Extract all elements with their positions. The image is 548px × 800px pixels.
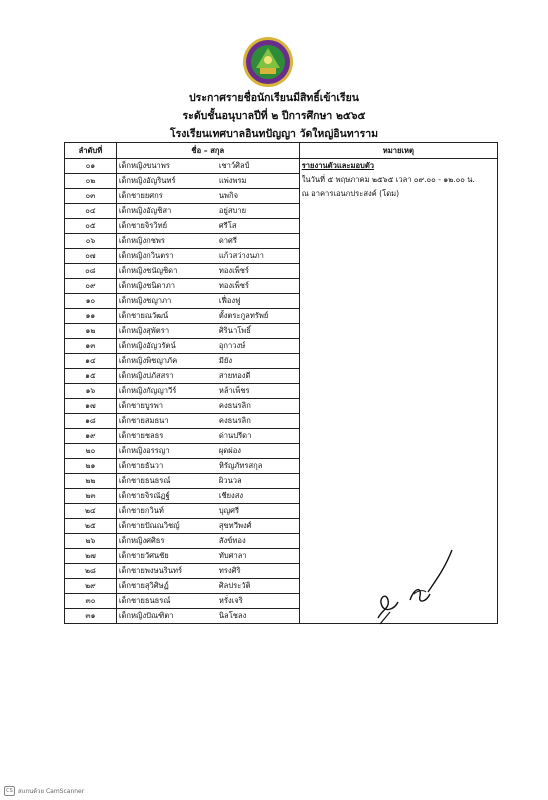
student-last-name: ผิวนวล xyxy=(218,476,242,485)
student-name-cell xyxy=(116,429,299,444)
student-first-name: เด็กชายพงษนรินทร์ xyxy=(118,566,183,575)
student-name-cell xyxy=(116,174,299,189)
student-name-cell xyxy=(116,489,299,504)
student-last-name: คงธนรลิก xyxy=(218,401,251,410)
student-last-name: นิลโชลง xyxy=(218,611,247,620)
student-name-cell xyxy=(116,414,299,429)
student-last-name: ผุดผ่อง xyxy=(218,446,241,455)
student-name-cell xyxy=(116,219,299,234)
student-first-name: เด็กชายธนธรณ์ xyxy=(118,596,171,605)
student-first-name: เด็กหญิงกชพร xyxy=(118,236,166,245)
student-last-name: เฟื่องฟู xyxy=(218,296,241,305)
student-name-cell xyxy=(116,504,299,519)
student-first-name: เด็กหญิงพิชญาภัค xyxy=(118,356,178,365)
student-first-name: เด็กหญิงศศิธร xyxy=(118,536,165,545)
student-last-name: อุกาวงษ์ xyxy=(218,341,246,350)
student-first-name: เด็กชายบูรพา xyxy=(118,401,164,410)
student-last-name: เชียงสง xyxy=(218,491,244,500)
student-first-name: เด็กชายณวัฒน์ xyxy=(118,311,169,320)
student-first-name: เด็กหญิงสุพัตรา xyxy=(118,326,170,335)
row-number: ๒๙ xyxy=(65,579,117,594)
student-name-cell xyxy=(116,369,299,384)
student-name-cell xyxy=(116,384,299,399)
student-last-name: เชาว์ศิลป์ xyxy=(218,161,250,170)
student-name-cell xyxy=(116,279,299,294)
row-number: ๒๐ xyxy=(65,444,117,459)
student-name-cell xyxy=(116,189,299,204)
student-name-cell xyxy=(116,399,299,414)
student-first-name: เด็กหญิงอรรญา xyxy=(118,446,170,455)
student-last-name: ตั้งตระกูลทรัพย์ xyxy=(218,311,269,320)
student-last-name: ทองเพ็ชร์ xyxy=(218,266,249,275)
student-first-name: เด็กหญิงชนัญชิดา xyxy=(118,266,178,275)
school-emblem-icon xyxy=(242,36,294,88)
column-header-remark: หมายเหตุ xyxy=(299,143,497,159)
row-number: ๑๘ xyxy=(65,414,117,429)
row-number: ๐๑ xyxy=(65,159,117,174)
row-number: ๐๗ xyxy=(65,249,117,264)
student-first-name: เด็กชายธนธรณ์ xyxy=(118,476,171,485)
student-last-name: ศรีโส xyxy=(218,221,237,230)
student-last-name: ทับศาลา xyxy=(218,551,247,560)
student-name-cell xyxy=(116,564,299,579)
student-last-name: นพกิจ xyxy=(218,191,239,200)
student-last-name: มียัง xyxy=(218,356,233,365)
student-last-name: หล้าเพ็ชร xyxy=(218,386,250,395)
scanner-watermark xyxy=(4,786,84,796)
student-last-name: สายทองดี xyxy=(218,371,251,380)
student-first-name: เด็กหญิงอัญชิสา xyxy=(118,206,172,215)
row-number: ๐๙ xyxy=(65,279,117,294)
table-header-row xyxy=(65,143,498,159)
student-last-name: สังข์ทอง xyxy=(218,536,246,545)
row-number: ๒๖ xyxy=(65,534,117,549)
row-number: ๒๔ xyxy=(65,504,117,519)
student-name-cell xyxy=(116,474,299,489)
student-name-cell xyxy=(116,354,299,369)
student-name-cell xyxy=(116,609,299,624)
student-last-name: อยู่สบาย xyxy=(218,206,247,215)
camscanner-icon: CS xyxy=(4,786,15,796)
student-name-cell xyxy=(116,159,299,174)
student-last-name: ศิรินาโพธิ์ xyxy=(218,326,251,335)
student-first-name: เด็กหญิงชนิดาภา xyxy=(118,281,175,290)
student-first-name: เด็กหญิงกวินตรา xyxy=(118,251,174,260)
student-last-name: ทองเพ็ชร์ xyxy=(218,281,249,290)
remark-location: ณ อาคารเอนกประสงค์ (โดม) xyxy=(301,189,400,198)
student-last-name: ดาศรี xyxy=(218,236,237,245)
student-first-name: เด็กชายสมธนา xyxy=(118,416,169,425)
student-name-cell xyxy=(116,579,299,594)
student-first-name: เด็กหญิงขนาพร xyxy=(118,161,170,170)
student-first-name: เด็กชายจิรวิทย์ xyxy=(118,221,168,230)
table-row xyxy=(65,159,498,174)
student-name-cell xyxy=(116,324,299,339)
row-number: ๐๒ xyxy=(65,174,117,189)
student-last-name: หิรัญภัทรสกุล xyxy=(218,461,263,470)
student-first-name: เด็กหญิงอัญวรัตน์ xyxy=(118,341,176,350)
student-first-name: เด็กชายกวินท์ xyxy=(118,506,164,515)
student-first-name: เด็กชายจิรณัฏฐ์ xyxy=(118,491,170,500)
student-last-name: สุขทวีพงศ์ xyxy=(218,521,252,530)
row-number: ๑๗ xyxy=(65,399,117,414)
row-number: ๐๘ xyxy=(65,264,117,279)
row-number: ๓๐ xyxy=(65,594,117,609)
student-first-name: เด็กชายยศกร xyxy=(118,191,163,200)
student-first-name: เด็กหญิงชญาภา xyxy=(118,296,172,305)
row-number: ๒๑ xyxy=(65,459,117,474)
row-number: ๒๗ xyxy=(65,549,117,564)
student-name-cell xyxy=(116,519,299,534)
student-first-name: เด็กชายสุวิศิษฏ์ xyxy=(118,581,169,590)
handwritten-signature xyxy=(370,540,470,630)
row-number: ๒๒ xyxy=(65,474,117,489)
student-last-name: แพ่งพรม xyxy=(218,176,247,185)
student-name-cell xyxy=(116,264,299,279)
row-number: ๐๖ xyxy=(65,234,117,249)
student-last-name: ทรงศิริ xyxy=(218,566,241,575)
row-number: ๐๓ xyxy=(65,189,117,204)
remark-title: รายงานตัวและมอบตัว xyxy=(301,161,375,170)
student-last-name: หรั่งเจริ xyxy=(218,596,243,605)
student-name-cell xyxy=(116,549,299,564)
student-name-cell xyxy=(116,339,299,354)
student-name-cell xyxy=(116,309,299,324)
row-number: ๑๐ xyxy=(65,294,117,309)
student-name-cell xyxy=(116,594,299,609)
row-number: ๒๕ xyxy=(65,519,117,534)
student-first-name: เด็กหญิงกัญญาวีร์ xyxy=(118,386,177,395)
row-number: ๑๖ xyxy=(65,384,117,399)
student-first-name: เด็กชายวัศนชัย xyxy=(118,551,169,560)
row-number: ๑๒ xyxy=(65,324,117,339)
row-number: ๒๘ xyxy=(65,564,117,579)
student-name-cell xyxy=(116,459,299,474)
student-name-cell xyxy=(116,204,299,219)
student-name-cell xyxy=(116,534,299,549)
student-first-name: เด็กหญิงปภัสสรา xyxy=(118,371,174,380)
student-last-name: บุญศรี xyxy=(218,506,240,515)
student-name-cell xyxy=(116,444,299,459)
student-name-cell xyxy=(116,249,299,264)
student-first-name: เด็กหญิงอัญรินทร์ xyxy=(118,176,176,185)
row-number: ๐๔ xyxy=(65,204,117,219)
student-name-cell xyxy=(116,234,299,249)
column-header-name: ชื่อ – สกุล xyxy=(116,143,299,159)
row-number: ๑๑ xyxy=(65,309,117,324)
class-level-title: ระดับชั้นอนุบาลปีที่ ๒ ปีการศึกษา ๒๕๖๕ xyxy=(182,110,366,122)
student-first-name: เด็กชายชลธร xyxy=(118,431,164,440)
student-last-name: แก้วสว่างนภา xyxy=(218,251,264,260)
student-last-name: ศิลประวัติ xyxy=(218,581,251,590)
scanner-text: สแกนด้วย CamScanner xyxy=(18,788,85,795)
student-last-name: ด่านปรีดา xyxy=(218,431,252,440)
student-name-cell xyxy=(116,294,299,309)
remark-date-time: ในวันที่ ๕ พฤษภาคม ๒๕๖๕ เวลา ๐๙.๐๐ - ๑๒.๐๐ น. xyxy=(301,175,475,184)
student-first-name: เด็กชายธันวา xyxy=(118,461,164,470)
student-first-name: เด็กชายปัณณวิชญ์ xyxy=(118,521,180,530)
row-number: ๑๕ xyxy=(65,369,117,384)
row-number: ๑๔ xyxy=(65,354,117,369)
announcement-title: ประกาศรายชื่อนักเรียนมีสิทธิ์เข้าเรียน xyxy=(189,92,359,104)
column-header-number: ลำดับที่ xyxy=(65,143,117,159)
row-number: ๐๕ xyxy=(65,219,117,234)
student-last-name: คงธนรลิก xyxy=(218,416,251,425)
row-number: ๑๙ xyxy=(65,429,117,444)
student-first-name: เด็กหญิงปัณฑิตา xyxy=(118,611,174,620)
school-name: โรงเรียนเทศบาลอินทปัญญา วัดใหญ่อินทาราม xyxy=(169,128,379,140)
row-number: ๒๓ xyxy=(65,489,117,504)
row-number: ๑๓ xyxy=(65,339,117,354)
row-number: ๓๑ xyxy=(65,609,117,624)
